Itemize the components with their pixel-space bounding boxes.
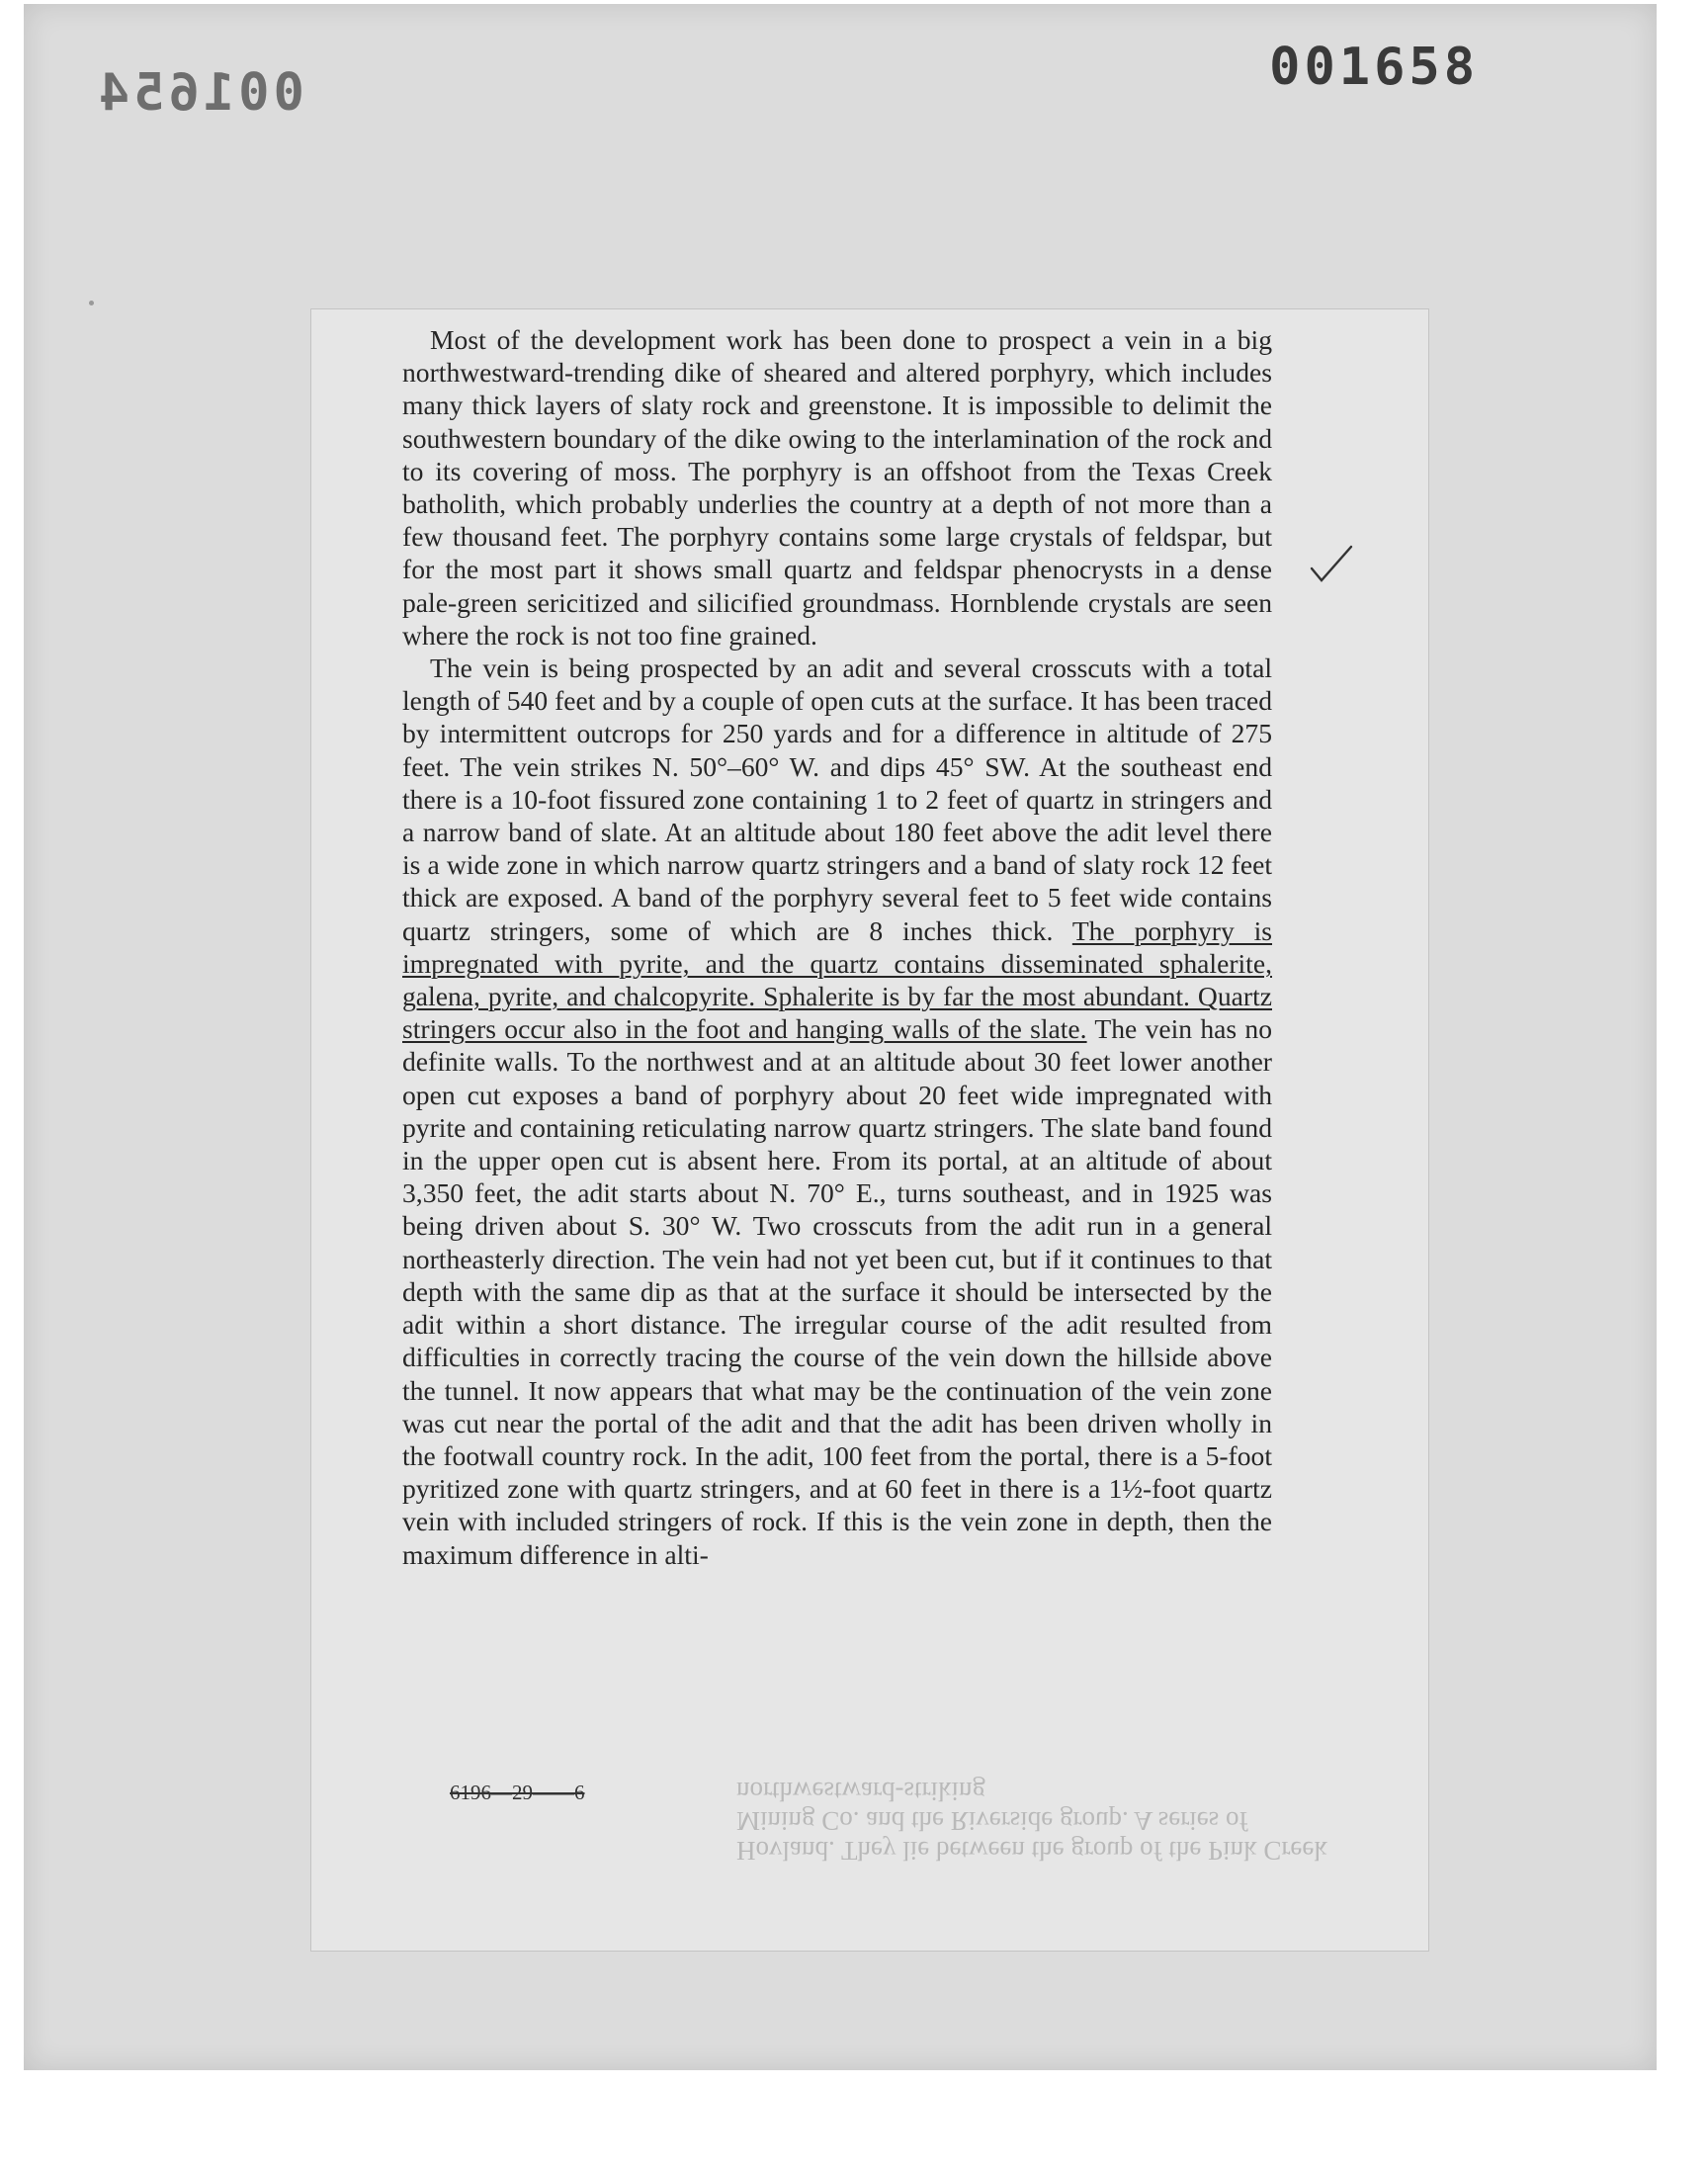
- body-text: [402, 323, 1272, 1571]
- printer-signature: 6196—29——6: [450, 1781, 585, 1804]
- paragraph: [402, 652, 1272, 1571]
- paragraph-text: The vein has no definite walls. To the northwest and at an altitude about 30 feet lower another open cut exposes a band of porphyry about 20 feet wide impregnated with pyrite and containing reticulating narrow quartz stringers. The slate band found in the upper open cut is absent here. From its portal, at an altitude of about 3,350 feet, the adit starts about N. 70° E., turns southeast, and in 1925 was being driven about S. 30° W. Two crosscuts from the adit run in a general northeasterly direction. The vein had not yet been cut, but if it continues to that depth with the same dip as that at the surface it should be intersected by the adit within a short distance. The irregular course of the adit resulted from difficulties in correctly tracing the course of the vein down the hillside above the tunnel. It now appears that what may be the continuation of the vein zone was cut near the portal of the adit and that the adit has been driven wholly in the footwall country rock. In the adit, 100 feet from the portal, there is a 5-foot pyritized zone with quartz stringers, and at 60 feet in there is a 1½-foot quartz vein with included stringers of rock. If this is the vein zone in depth, then the maximum difference in alti-: [402, 1013, 1272, 1570]
- underlined-passage: The porphyry is impregnated with pyrite, and the quartz contains disseminated sphalerite, galena, pyrite, and chalcopyrite. Sphalerite is by far the most abundant. Quartz stringers occur also in the foot and hanging walls of the slate.: [402, 914, 1273, 1045]
- document-page: [310, 308, 1429, 1952]
- photocopy-sheet: [24, 4, 1657, 2070]
- mirrored-stamp-number: 001654: [95, 63, 304, 123]
- page-stamp-number: 001658: [1269, 38, 1479, 97]
- checkmark-icon: [1308, 539, 1357, 588]
- paragraph-text: The vein is being prospected by an adit and several crosscuts with a total length of 540 feet and by a couple of open cuts at the surface. It has been traced by intermittent outcrops for 250 yards and for a difference in altitude of 275 feet. The vein strikes N. 50°–60° W. and dips 45° SW. At the southeast end there is a 10-foot fissured zone containing 1 to 2 feet of quartz in stringers and a narrow band of slate. At an altitude about 180 feet above the adit level there is a wide zone in which narrow quartz stringers and a band of slaty rock 12 feet thick are exposed. A band of the porphyry several feet to 5 feet wide contains quartz stringers, some of which are 8 inches thick.: [402, 652, 1272, 946]
- paragraph: Most of the development work has been done to prospect a vein in a big northwestward-trending dike of sheared and altered porphyry, which includes many thick layers of slaty rock and greenstone. It is impossible to delimit the southwestern boundary of the dike owing to the interlamination of the rock and to its covering of moss. The porphyry is an offshoot from the Texas Creek batholith, which probably underlies the country at a depth of not more than a few thousand feet. The porphyry contains some large crystals of feldspar, but for the most part it shows small quartz and feldspar phenocrysts in a dense pale-green sericitized and silicified groundmass. Hornblende crystals are seen where the rock is not too fine grained.: [402, 324, 1272, 651]
- bleed-through-text: Hovland. They lie between the group of the Pink Creek Mining Co. and the Riverside group. A series of northwestward-striking: [736, 1777, 1327, 1866]
- speck: [89, 301, 94, 305]
